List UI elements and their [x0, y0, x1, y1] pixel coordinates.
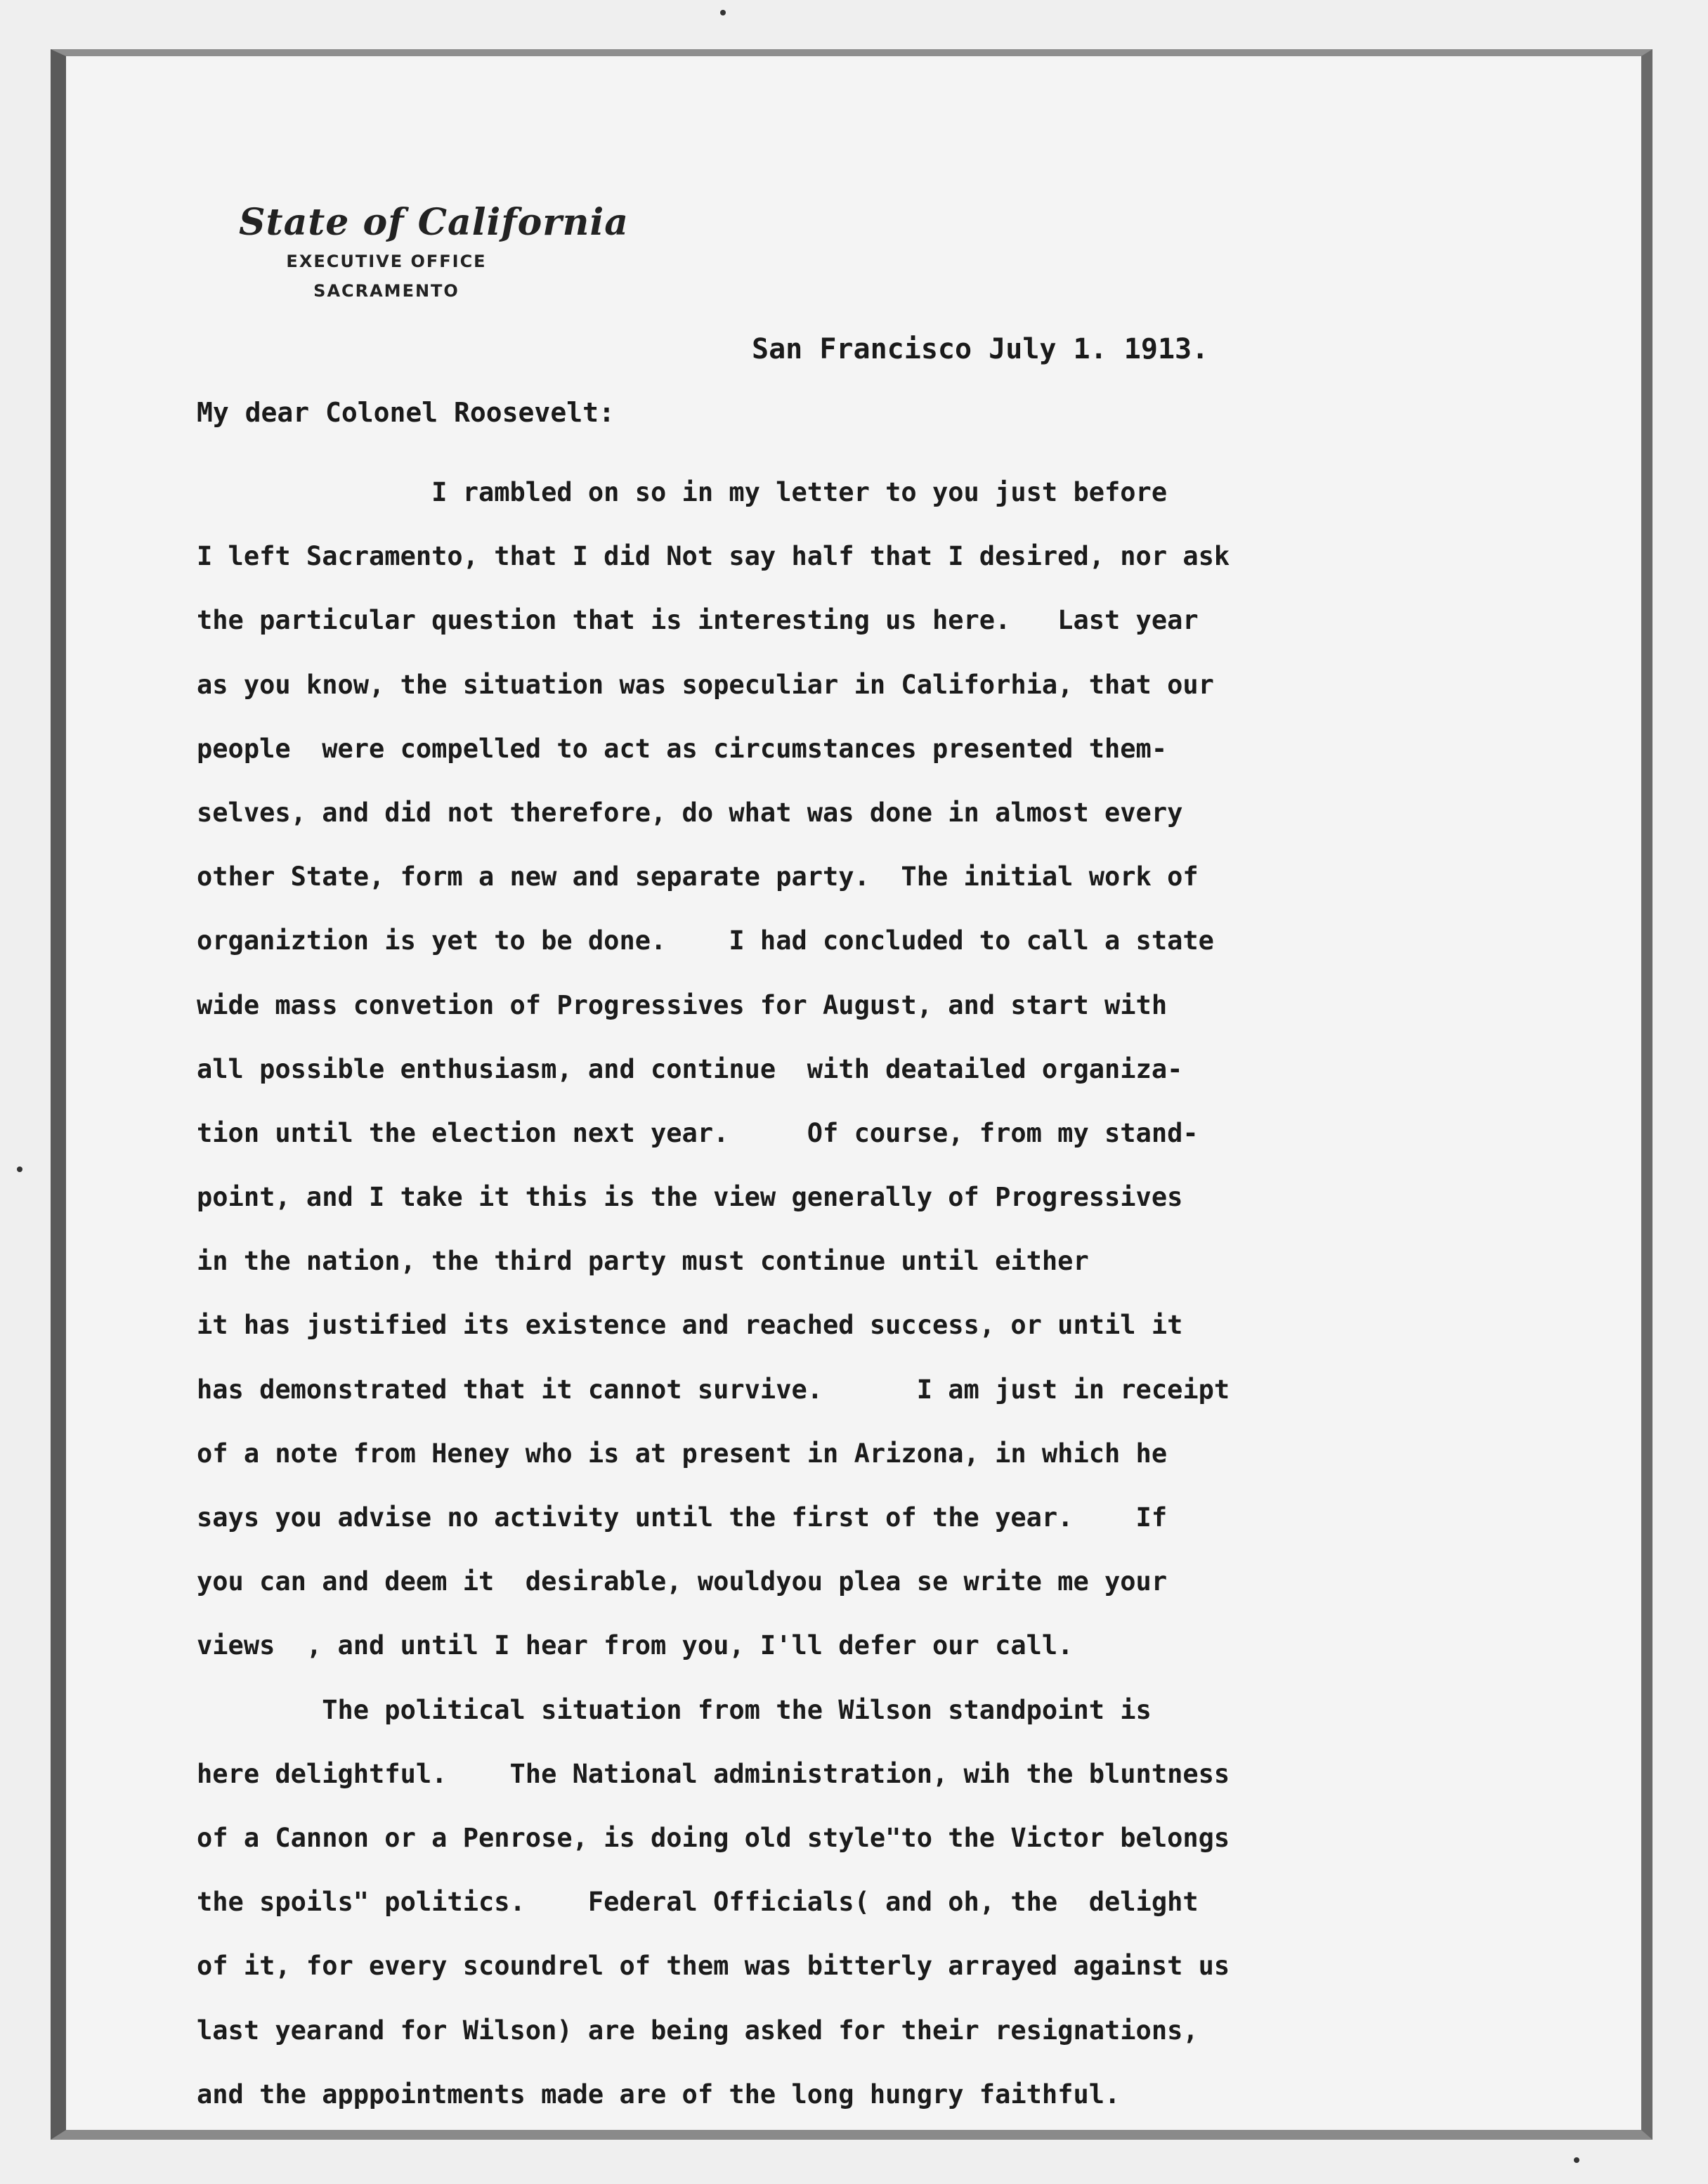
letterhead-city: SACRAMENTO [313, 281, 459, 301]
body-line: here delightful. The National administration, wih the bluntness [197, 1758, 1230, 1789]
body-line: the particular question that is interesting us here. Last year [197, 605, 1199, 636]
body-line: you can and deem it desirable, wouldyou plea se write me your [197, 1566, 1168, 1597]
body-line: selves, and did not therefore, do what was done in almost every [197, 797, 1183, 828]
body-line: of a Cannon or a Penrose, is doing old style"to the Victor belongs [197, 1822, 1230, 1853]
body-line: other State, form a new and separate party. The initial work of [197, 862, 1199, 892]
letter-body [197, 460, 1433, 2126]
body-line: wide mass convetion of Progressives for August, and start with [197, 989, 1168, 1020]
ink-speck [720, 10, 726, 15]
ink-speck [17, 1166, 22, 1172]
body-line: as you know, the situation was sopeculiar in Califorhia, that our [197, 669, 1214, 700]
body-line: people were compelled to act as circumstances presented them- [197, 733, 1168, 764]
salutation: My dear Colonel Roosevelt: [197, 397, 615, 428]
body-line: it has justified its existence and reached success, or until it [197, 1310, 1183, 1341]
ink-speck [1574, 2157, 1579, 2163]
body-line: of it, for every scoundrel of them was bitterly arrayed against us [197, 1951, 1230, 1982]
body-line: of a note from Heney who is at present in Arizona, in which he [197, 1438, 1168, 1469]
body-line: says you advise no activity until the first of the year. If [197, 1502, 1168, 1533]
body-line: views , and until I hear from you, I'll defer our call. [197, 1630, 1074, 1661]
letterhead [239, 200, 629, 304]
body-line: I rambled on so in my letter to you just before [197, 477, 1168, 507]
body-line: tion until the election next year. Of course, from my stand- [197, 1117, 1199, 1148]
letterhead-state: State of California [239, 201, 629, 244]
dateline: San Francisco July 1. 1913. [752, 333, 1209, 365]
body-line: in the nation, the third party must continue until either [197, 1246, 1089, 1277]
body-line: The political situation from the Wilson standpoint is [197, 1694, 1152, 1725]
body-line: point, and I take it this is the view generally of Progressives [197, 1182, 1183, 1213]
body-line: last yearand for Wilson) are being asked for their resignations, [197, 2015, 1199, 2046]
body-line: has demonstrated that it cannot survive. I am just in receipt [197, 1374, 1230, 1405]
body-line: the spoils" politics. Federal Officials( and oh, the delight [197, 1887, 1199, 1918]
body-line: I left Sacramento, that I did Not say half that I desired, nor ask [197, 541, 1230, 572]
body-line: all possible enthusiasm, and continue with deatailed organiza- [197, 1053, 1183, 1084]
body-line: organiztion is yet to be done. I had concluded to call a state [197, 925, 1214, 956]
letterhead-office: EXECUTIVE OFFICE [286, 252, 487, 271]
body-line: and the apppointments made are of the long hungry faithful. [197, 2079, 1121, 2110]
